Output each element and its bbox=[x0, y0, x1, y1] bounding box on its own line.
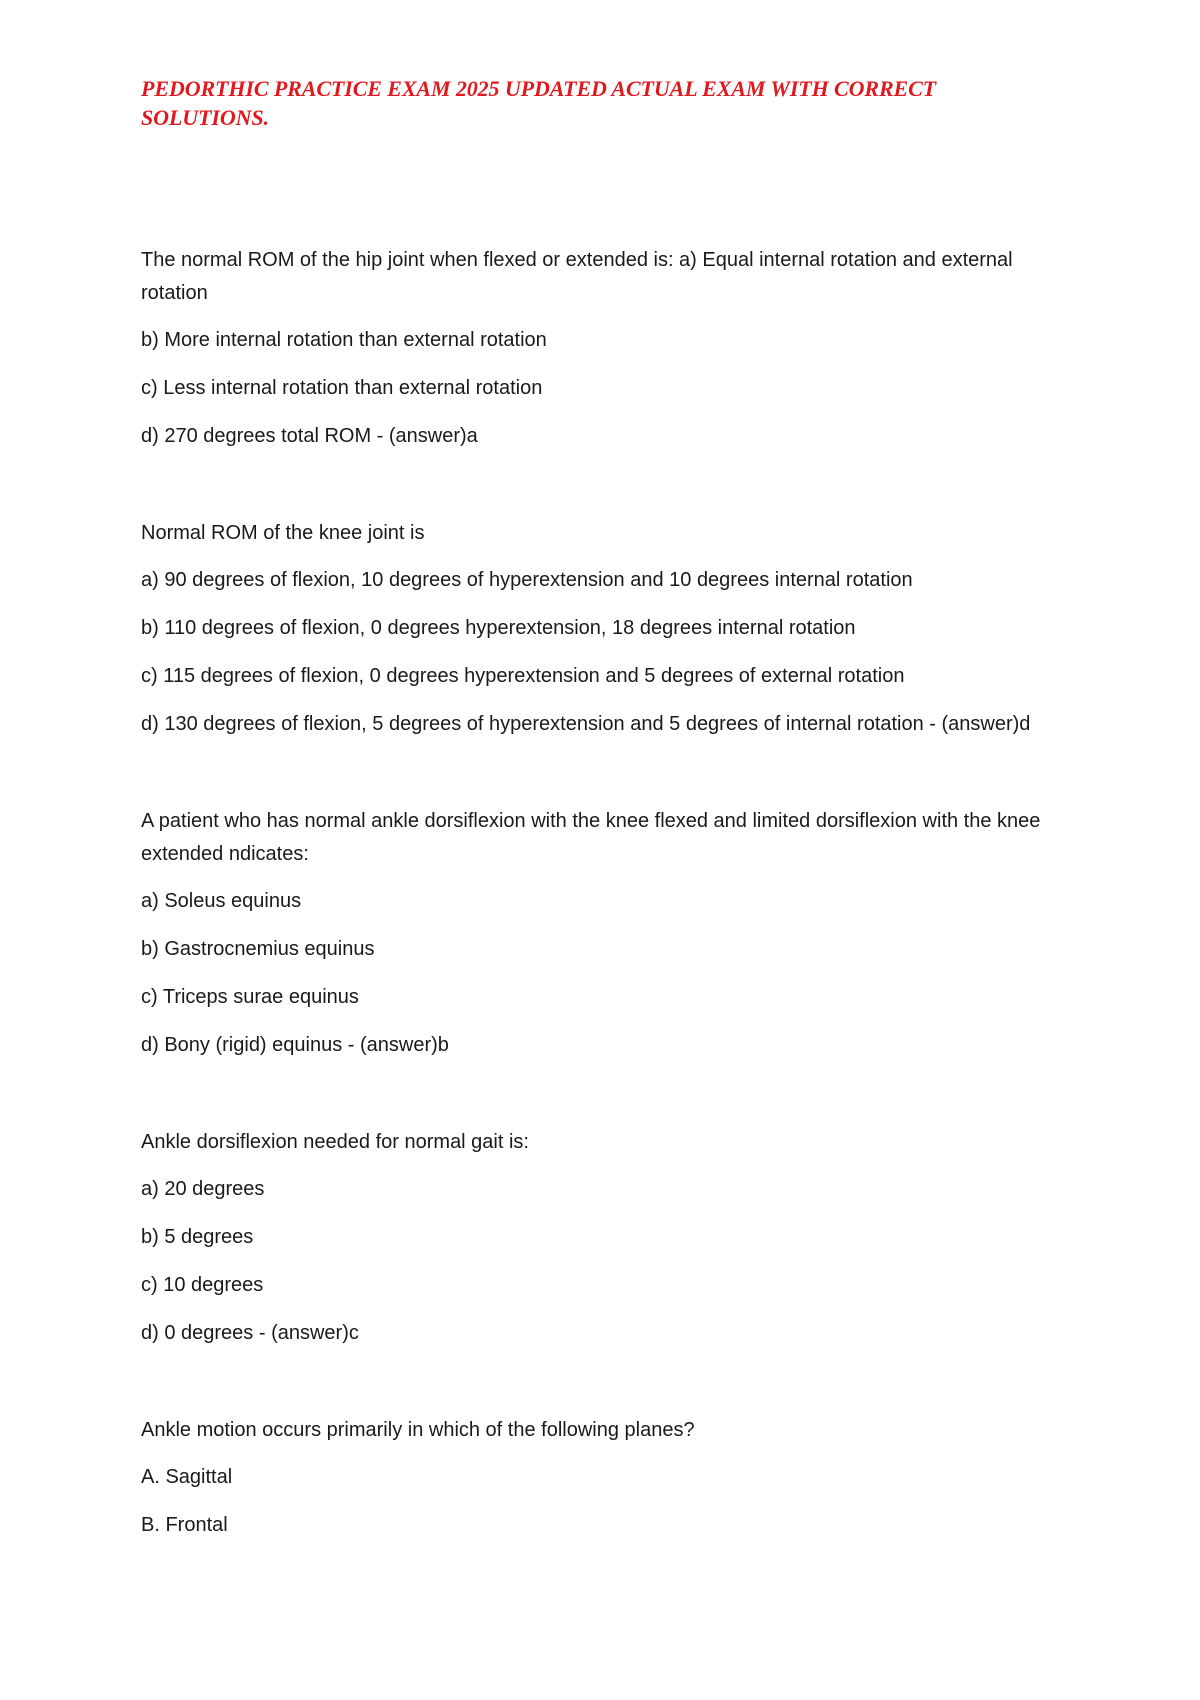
answer-option: b) More internal rotation than external rotation bbox=[141, 329, 547, 351]
answer-option: a) Soleus equinus bbox=[141, 890, 302, 912]
answer-option: d) 270 degrees total ROM - (answer)a bbox=[141, 425, 478, 447]
answer-option: a) 90 degrees of flexion, 10 degrees of hyperextension and 10 degrees internal rotation bbox=[141, 569, 913, 591]
answer-option: d) Bony (rigid) equinus - (answer)b bbox=[141, 1034, 449, 1056]
answer-option: a) 20 degrees bbox=[141, 1178, 265, 1200]
answer-option: d) 130 degrees of flexion, 5 degrees of hyperextension and 5 degrees of internal rotation - (answer)d bbox=[141, 713, 1031, 735]
question-text: Ankle dorsiflexion needed for normal gait is: bbox=[141, 1131, 529, 1153]
answer-option: B. Frontal bbox=[141, 1514, 228, 1536]
question-1 bbox=[141, 244, 1081, 453]
answer-option: b) 5 degrees bbox=[141, 1226, 254, 1248]
document-title: PEDORTHIC PRACTICE EXAM 2025 UPDATED ACTUAL EXAM WITH CORRECT SOLUTIONS. bbox=[141, 76, 937, 130]
question-text: A patient who has normal ankle dorsiflexion with the knee flexed and limited dorsiflexion with the knee extended ndicates: bbox=[141, 810, 1041, 865]
answer-option: c) Triceps surae equinus bbox=[141, 986, 359, 1008]
question-list bbox=[141, 244, 1081, 1606]
answer-option: c) 115 degrees of flexion, 0 degrees hyperextension and 5 degrees of external rotation bbox=[141, 665, 905, 687]
answer-option: c) 10 degrees bbox=[141, 1274, 264, 1296]
question-text: Ankle motion occurs primarily in which of the following planes? bbox=[141, 1419, 695, 1441]
question-4 bbox=[141, 1126, 1081, 1350]
question-text: The normal ROM of the hip joint when flexed or extended is: a) Equal internal rotation and external rotation bbox=[141, 249, 1013, 304]
answer-option: A. Sagittal bbox=[141, 1466, 233, 1488]
answer-option: c) Less internal rotation than external rotation bbox=[141, 377, 543, 399]
answer-option: b) 110 degrees of flexion, 0 degrees hyperextension, 18 degrees internal rotation bbox=[141, 617, 856, 639]
question-2 bbox=[141, 517, 1081, 741]
question-text: Normal ROM of the knee joint is bbox=[141, 522, 425, 544]
answer-option: d) 0 degrees - (answer)c bbox=[141, 1322, 359, 1344]
question-3 bbox=[141, 805, 1081, 1062]
question-5 bbox=[141, 1414, 1081, 1542]
answer-option: b) Gastrocnemius equinus bbox=[141, 938, 375, 960]
